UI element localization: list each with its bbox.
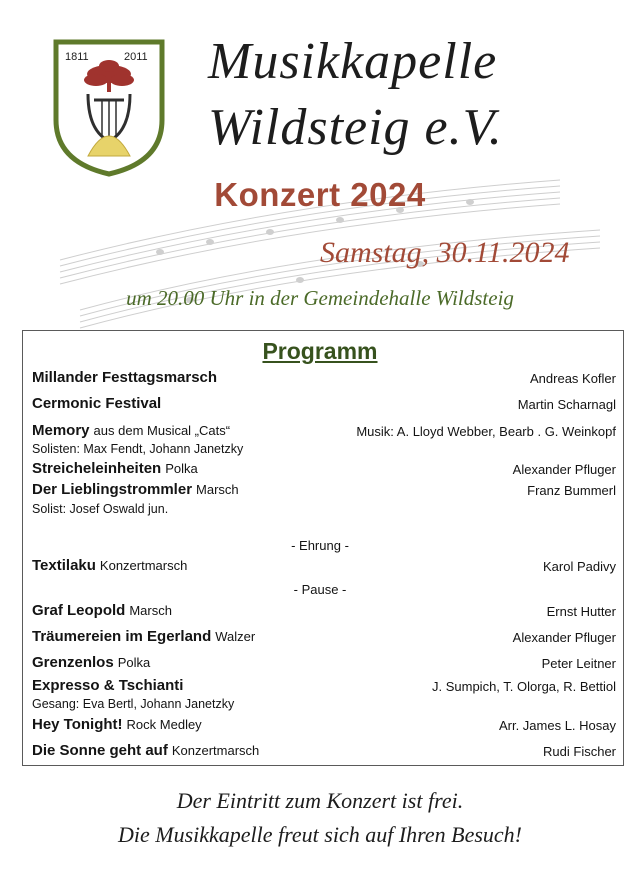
piece-type: Walzer	[215, 629, 256, 644]
piece-type: Konzertmarsch	[99, 558, 188, 573]
composer: Musik: A. Lloyd Webber, Bearb . G. Weinkopf	[356, 424, 616, 439]
program-item	[32, 422, 616, 439]
piece-title: Der Lieblingstrommler	[32, 481, 193, 498]
program-item	[32, 369, 616, 386]
composer: Andreas Kofler	[530, 371, 616, 386]
concert-title: Konzert 2024	[214, 176, 426, 213]
piece-title: Textilaku	[32, 557, 96, 574]
band-name-line1: Musikkapelle	[208, 33, 498, 90]
piece-title: Träumereien im Egerland	[32, 628, 212, 645]
composer: Martin Scharnagl	[517, 397, 616, 412]
piece-title: Grenzenlos	[32, 654, 114, 671]
program-title: Programm	[262, 338, 378, 364]
composer: J. Sumpich, T. Olorga, R. Bettiol	[432, 679, 616, 694]
piece-title: Memory	[32, 422, 90, 439]
concert-venue: um 20.00 Uhr in der Gemeindehalle Wildsteig	[126, 286, 514, 310]
piece-title: Hey Tonight!	[32, 716, 123, 733]
crest-year-left: 1811	[65, 51, 89, 63]
piece-type: Konzertmarsch	[171, 743, 260, 758]
piece-title: Cermonic Festival	[32, 395, 162, 412]
program-item	[32, 628, 616, 645]
program-item	[32, 481, 616, 498]
soloist-note: Solist: Josef Oswald jun.	[32, 502, 169, 516]
composer: Alexander Pfluger	[512, 462, 616, 477]
piece-type: Marsch	[129, 603, 172, 618]
crest-year-right: 2011	[124, 51, 148, 63]
program-item	[32, 742, 616, 759]
piece-title: Millander Festtagsmarsch	[32, 369, 218, 386]
composer: Rudi Fischer	[543, 744, 616, 759]
composer: Franz Bummerl	[527, 483, 616, 498]
piece-title: Die Sonne geht auf	[32, 742, 168, 759]
piece-type: Polka	[165, 461, 198, 476]
pause-label: - Pause -	[293, 582, 347, 597]
band-name-line2: Wildsteig e.V.	[208, 99, 503, 156]
piece-title: Streicheleinheiten	[32, 460, 162, 477]
program-item	[32, 395, 616, 412]
soloist-note: Solisten: Max Fendt, Johann Janetzky	[32, 442, 244, 456]
piece-title: Expresso & Tschianti	[32, 677, 184, 694]
footer-line1: Der Eintritt zum Konzert ist frei.	[176, 788, 464, 813]
program-item	[32, 716, 616, 733]
composer: Karol Padivy	[543, 559, 616, 574]
piece-type: aus dem Musical „Cats“	[93, 423, 231, 438]
piece-type: Polka	[117, 655, 151, 670]
program-item	[32, 602, 616, 619]
composer: Alexander Pfluger	[512, 630, 616, 645]
program-item	[32, 654, 616, 671]
composer: Ernst Hutter	[546, 604, 616, 619]
program-item	[32, 460, 616, 477]
piece-type: Rock Medley	[126, 717, 202, 732]
program-item	[32, 557, 616, 574]
composer: Arr. James L. Hosay	[498, 718, 616, 733]
composer: Peter Leitner	[541, 656, 616, 671]
ehrung-label: - Ehrung -	[291, 538, 349, 553]
program-item	[32, 677, 616, 694]
footer-line2: Die Musikkapelle freut sich auf Ihren Besuch!	[117, 822, 523, 847]
soloist-note: Gesang: Eva Bertl, Johann Janetzky	[32, 697, 235, 711]
piece-type: Marsch	[196, 482, 239, 497]
piece-title: Graf Leopold	[32, 602, 126, 619]
concert-date: Samstag, 30.11.2024	[320, 236, 570, 269]
